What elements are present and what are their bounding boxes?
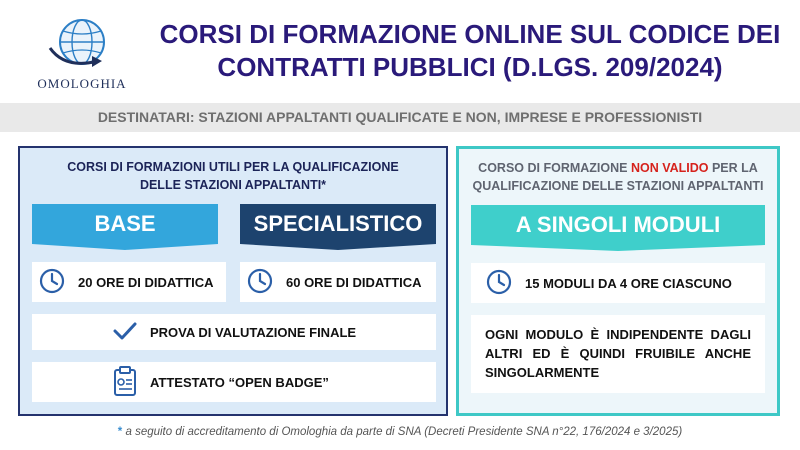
page-title <box>150 18 790 84</box>
final-test-card <box>32 314 436 350</box>
globe-logo-icon <box>44 12 120 74</box>
qualifying-courses-heading <box>20 158 446 194</box>
modules-count-text: 15 MODULI DA 4 ORE CIASCUNO <box>525 275 732 291</box>
modules-banner-pointer <box>471 245 765 251</box>
heading-line-1: CORSI DI FORMAZIONI UTILI PER LA QUALIFICAZIONE <box>67 160 399 174</box>
footnote-text: a seguito di accreditamento di Omologhia da parte di SNA (Decreti Presidente SNA n°22, 176/2024 e 3/2025) <box>122 426 683 438</box>
single-modules-banner: A SINGOLI MODULI <box>471 205 765 245</box>
base-course-banner: BASE <box>32 204 218 244</box>
title-line-2: CONTRATTI PUBBLICI (D.LGS. 209/2024) <box>217 52 723 82</box>
heading-part-1: CORSO DI FORMAZIONE <box>478 161 631 175</box>
specialist-hours-card <box>240 262 436 302</box>
single-modules-panel <box>456 146 780 416</box>
certificate-text: ATTESTATO “OPEN BADGE” <box>150 374 329 390</box>
certificate-clipboard-icon <box>112 365 138 400</box>
not-valid-label: NON VALIDO <box>630 161 709 175</box>
modules-note-card: OGNI MODULO È INDIPENDENTE DAGLI ALTRI ED È QUINDI FRUIBILE ANCHE SINGOLARMENTE <box>471 315 765 393</box>
heading-line-1 <box>459 159 777 177</box>
base-banner-pointer <box>32 244 218 250</box>
heading-line-2: QUALIFICAZIONE DELLE STAZIONI APPALTANTI <box>472 179 764 193</box>
heading-part-2: PER LA <box>708 161 758 175</box>
footnote-marker: * <box>117 426 123 438</box>
brand-logo <box>22 12 142 97</box>
base-hours-text: 20 ORE DI DIDATTICA <box>78 274 214 290</box>
footnote <box>0 426 800 438</box>
single-modules-heading <box>459 159 777 195</box>
specialist-course-banner: SPECIALISTICO <box>240 204 436 244</box>
heading-line-2: DELLE STAZIONI APPALTANTI* <box>139 178 327 192</box>
specialist-banner-pointer <box>240 244 436 250</box>
clock-icon <box>485 268 513 299</box>
clock-icon <box>38 267 66 298</box>
certificate-card <box>32 362 436 402</box>
clock-icon <box>246 267 274 298</box>
logo-text: OMOLOGHIA <box>37 76 127 91</box>
checkmark-icon <box>112 320 138 345</box>
specialist-hours-text: 60 ORE DI DIDATTICA <box>286 274 422 290</box>
base-hours-card <box>32 262 226 302</box>
qualifying-courses-panel <box>18 146 448 416</box>
modules-count-card <box>471 263 765 303</box>
final-test-text: PROVA DI VALUTAZIONE FINALE <box>150 324 357 340</box>
title-line-1: CORSI DI FORMAZIONE ONLINE SUL CODICE DEI <box>159 19 781 49</box>
audience-banner: DESTINATARI: STAZIONI APPALTANTI QUALIFICATE E NON, IMPRESE E PROFESSIONISTI <box>0 103 800 132</box>
